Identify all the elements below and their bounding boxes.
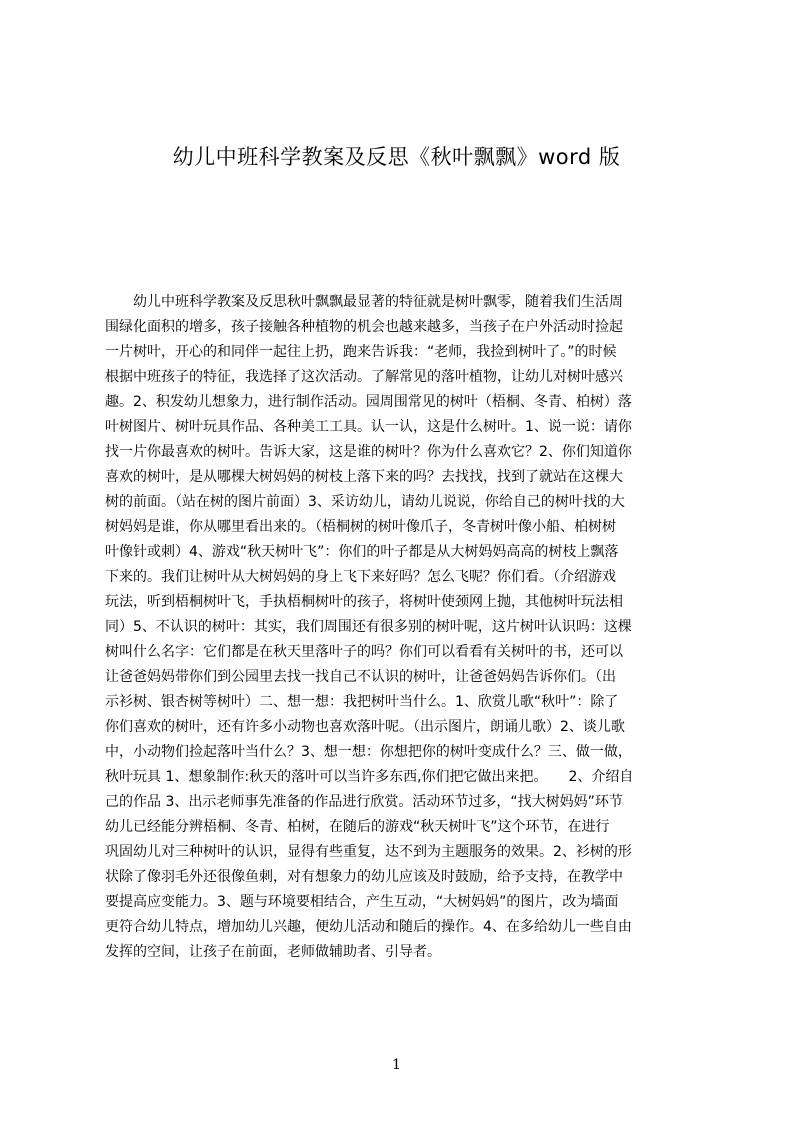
- text-line: 幼儿已经能分辨梧桐、冬青、柏树，在随后的游戏“秋天树叶飞”这个环节，在进行: [105, 819, 610, 835]
- text-line: 找一片你最喜欢的树叶。告诉大家，这是谁的树叶？你为什么喜欢它？2、你们知道你: [105, 444, 632, 460]
- text-line: 秋叶玩具 1、想象制作:秋天的落叶可以当许多东西,你们把它做出来把。 2、介绍自: [105, 769, 634, 785]
- page-number: 1: [392, 1057, 401, 1073]
- text-line: 中，小动物们捡起落叶当什么？3、想一想：你想把你的树叶变成什么？三、做一做，: [105, 744, 632, 760]
- text-line: 树妈妈是谁，你从哪里看出来的。（梧桐树的树叶像爪子，冬青树叶像小船、柏树树: [105, 519, 616, 535]
- document-title: 幼儿中班科学教案及反思《秋叶飘飘》word 版: [172, 145, 621, 169]
- text-line: 下来的。我们让树叶从大树妈妈的身上飞下来好吗？怎么飞呢？你们看。（介绍游戏: [105, 569, 616, 585]
- text-line: 玩法，听到梧桐树叶飞，手执梧桐树叶的孩子，将树叶使颈网上抛，其他树叶玩法相: [105, 594, 623, 610]
- text-line: 喜欢的树叶，是从哪棵大树妈妈的树枝上落下来的吗？去找找，找到了就站在这棵大: [105, 469, 623, 485]
- text-line: 更符合幼儿特点，增加幼儿兴趣，便幼儿活动和随后的操作。4、在多给幼儿一些自由: [105, 919, 632, 935]
- text-line: 叶像针或刺）4、游戏“秋天树叶飞”：你们的叶子都是从大树妈妈高高的树枝上飘落: [105, 544, 619, 560]
- text-line: 树的前面。（站在树的图片前面）3、采访幼儿，请幼儿说说，你给自己的树叶找的大: [105, 494, 625, 510]
- text-line: 巩固幼儿对三种树叶的认识，显得有些重复，达不到为主题服务的效果。2、衫树的形: [105, 844, 632, 860]
- text-line: 叶树图片、树叶玩具作品、各种美工工具。认一认，这是什么树叶。1、说一说：请你: [105, 419, 632, 435]
- body-text: [105, 290, 696, 965]
- text-line: 示衫树、银杏树等树叶）二、想一想：我把树叶当什么。1、欣赏儿歌“秋叶”：除了: [105, 694, 619, 710]
- text-line: 你们喜欢的树叶，还有许多小动物也喜欢落叶呢。（出示图片，朗诵儿歌）2、谈儿歌: [105, 719, 625, 735]
- text-line: 发挥的空间，让孩子在前面，老师做辅助者、引导者。: [105, 944, 441, 960]
- text-line: 让爸爸妈妈带你们到公园里去找一找自己不认识的树叶，让爸爸妈妈告诉你们。（出: [105, 669, 616, 685]
- text-line: 幼儿中班科学教案及反思秋叶飘飘最显著的特征就是树叶飘零，随着我们生活周: [105, 294, 623, 310]
- text-line: 树叫什么名字：它们都是在秋天里落叶子的吗？你们可以看看有关树叶的书，还可以: [105, 644, 623, 660]
- text-line: 己的作品 3、出示老师事先准备的作品进行欣赏。活动环节过多，“找大树妈妈”环节: [105, 794, 623, 810]
- text-line: 要提高应变能力。3、题与环境要相结合，产生互动，“大树妈妈”的图片，改为墙面: [105, 894, 619, 910]
- text-line: 状除了像羽毛外还很像鱼刺，对有想象力的幼儿应该及时鼓励，给予支持，在教学中: [105, 869, 623, 885]
- text-line: 同）5、不认识的树叶：其实，我们周围还有很多别的树叶呢，这片树叶认识吗：这棵: [105, 619, 632, 635]
- text-line: 根据中班孩子的特征，我选择了这次活动。了解常见的落叶植物，让幼儿对树叶感兴: [105, 369, 623, 385]
- text-line: 一片树叶，开心的和同伴一起往上扔，跑来告诉我：“老师，我捡到树叶了。”的时候: [105, 344, 617, 360]
- text-line: 趣。2、积发幼儿想象力，进行制作活动。园周围常见的树叶（梧桐、冬青、柏树）落: [105, 394, 632, 410]
- text-line: 围绿化面积的增多，孩子接触各种植物的机会也越来越多，当孩子在户外活动时捡起: [105, 319, 623, 335]
